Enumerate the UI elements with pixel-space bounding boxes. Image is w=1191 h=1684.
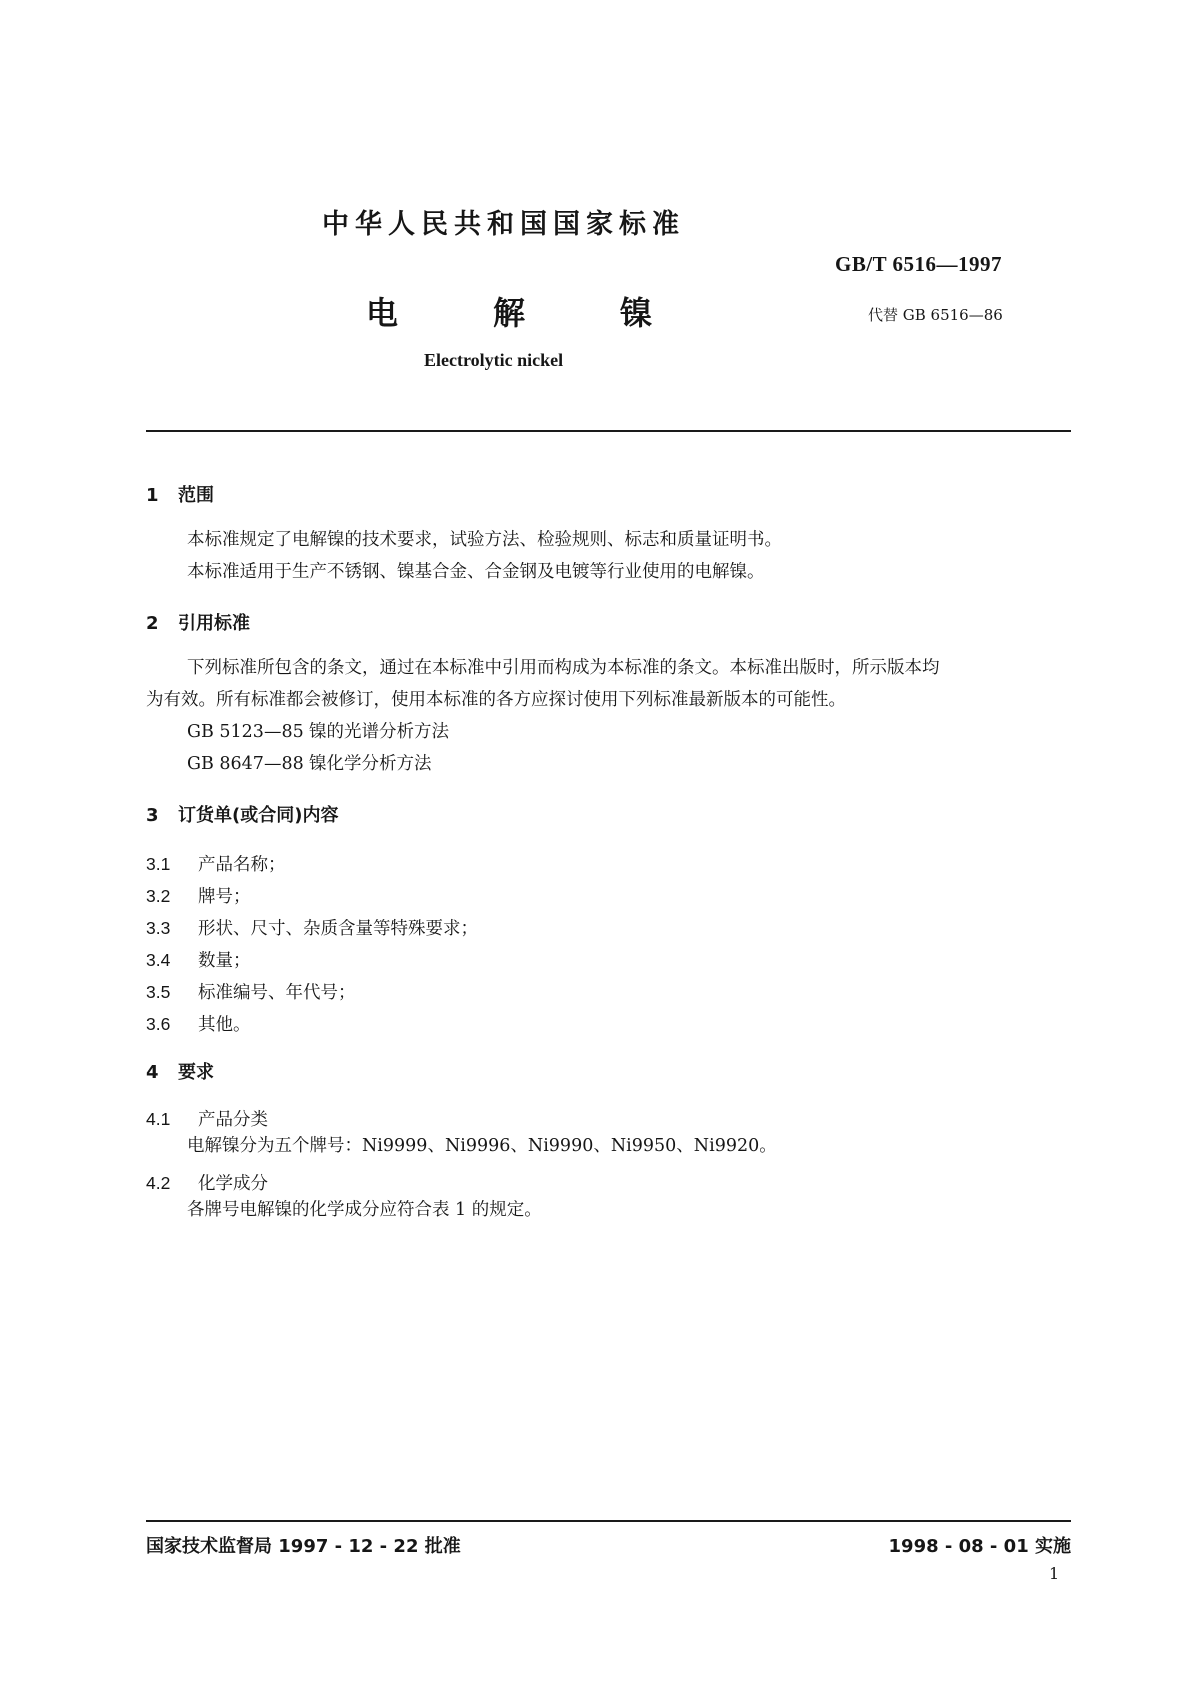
replaces-standard: 代替 GB 6516—86 xyxy=(868,306,1003,324)
standard-number: GB/T 6516—1997 xyxy=(835,252,1003,276)
clause-item xyxy=(146,883,251,908)
clause-number: 3.2 xyxy=(146,886,171,906)
footer-divider xyxy=(146,1520,1071,1522)
clause-4-2-heading xyxy=(146,1170,268,1195)
section-2-paragraph-line-2: 为有效。所有标准都会被修订，使用本标准的各方应探讨使用下列标准最新版本的可能性。 xyxy=(146,690,846,710)
reference-item xyxy=(187,748,432,780)
clause-text: 其他。 xyxy=(198,1015,251,1035)
reference-item xyxy=(187,716,449,748)
section-title: 引用标准 xyxy=(178,613,250,634)
section-2-heading xyxy=(146,609,250,635)
section-3-heading xyxy=(146,801,338,827)
clause-text: 产品名称； xyxy=(198,855,286,875)
section-number: 1 xyxy=(146,485,159,506)
clause-item xyxy=(146,947,251,972)
clause-number: 4.1 xyxy=(146,1109,171,1129)
page-number: 1 xyxy=(1049,1564,1060,1583)
clause-item xyxy=(146,979,356,1004)
section-number: 4 xyxy=(146,1062,159,1083)
clause-item xyxy=(146,851,286,876)
section-number: 2 xyxy=(146,613,159,634)
clause-number: 4.2 xyxy=(146,1173,171,1193)
clause-item xyxy=(146,1011,251,1036)
section-title: 范围 xyxy=(178,485,214,506)
header-divider xyxy=(146,430,1071,432)
section-title: 订货单(或合同)内容 xyxy=(178,805,339,826)
clause-text: 标准编号、年代号； xyxy=(198,983,356,1003)
clause-title: 产品分类 xyxy=(198,1110,268,1130)
document-title xyxy=(366,288,652,334)
english-title: Electrolytic nickel xyxy=(424,350,564,370)
section-1-paragraph-2: 本标准适用于生产不锈钢、镍基合金、合金钢及电镀等行业使用的电解镍。 xyxy=(187,562,765,582)
clause-text: 牌号； xyxy=(198,887,251,907)
approval-date: 国家技术监督局 1997 - 12 - 22 批准 xyxy=(146,1536,461,1557)
reference-code: GB 5123—85 xyxy=(187,722,304,742)
section-4-heading xyxy=(146,1058,214,1084)
clause-number: 3.4 xyxy=(146,950,171,970)
reference-name: 镍的光谱分析方法 xyxy=(309,722,449,742)
clause-number: 3.3 xyxy=(146,918,171,938)
clause-text: 数量； xyxy=(198,951,251,971)
clause-4-1-heading xyxy=(146,1106,268,1131)
title-char-3: 镍 xyxy=(619,294,652,332)
section-title: 要求 xyxy=(178,1062,214,1083)
section-1-paragraph-1: 本标准规定了电解镍的技术要求，试验方法、检验规则、标志和质量证明书。 xyxy=(187,530,782,550)
clause-text: 形状、尺寸、杂质含量等特殊要求； xyxy=(198,919,478,939)
clause-4-1-text: 电解镍分为五个牌号：Ni9999、Ni9996、Ni9990、Ni9950、Ni9920。 xyxy=(187,1136,777,1156)
title-char-2: 解 xyxy=(492,294,525,332)
clause-number: 3.1 xyxy=(146,854,171,874)
national-standard-heading: 中华人民共和国国家标准 xyxy=(322,209,685,240)
reference-code: GB 8647—88 xyxy=(187,754,304,774)
clause-title: 化学成分 xyxy=(198,1174,268,1194)
section-1-heading xyxy=(146,481,214,507)
clause-number: 3.6 xyxy=(146,1014,171,1034)
clause-number: 3.5 xyxy=(146,982,171,1002)
clause-4-2-text: 各牌号电解镍的化学成分应符合表 1 的规定。 xyxy=(187,1200,542,1220)
section-number: 3 xyxy=(146,805,159,826)
section-2-paragraph-line-1: 下列标准所包含的条文，通过在本标准中引用而构成为本标准的条文。本标准出版时，所示版本均 xyxy=(187,658,940,678)
implementation-date: 1998 - 08 - 01 实施 xyxy=(888,1536,1071,1557)
reference-name: 镍化学分析方法 xyxy=(309,754,432,774)
title-char-1: 电 xyxy=(366,294,399,332)
clause-item xyxy=(146,915,478,940)
